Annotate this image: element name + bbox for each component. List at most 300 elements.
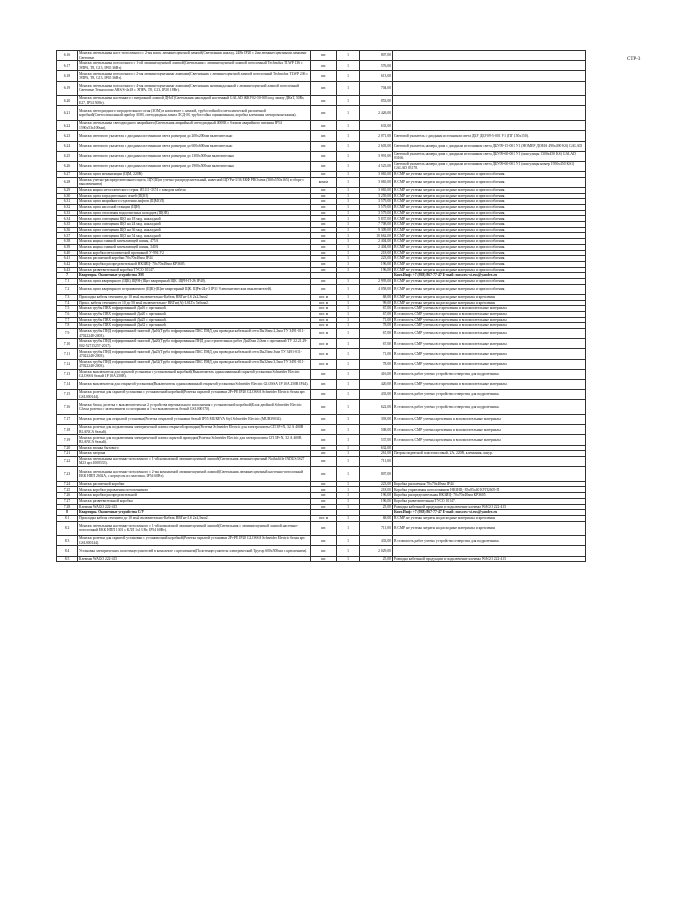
unit-cell: шт.	[311, 451, 337, 457]
table-row	[57, 141, 586, 151]
price-cell: 71,00	[360, 349, 393, 359]
quantity-cell: 1	[337, 61, 360, 71]
work-name-cell: Монтаж трубы ПНД гофрированной тяжелой Дн25(Труба гофрированная ПКС ПНД для проводки кабельной сети Dн25мм 3мм ТУ 3491-011-47022248-2003).	[78, 349, 311, 359]
row-number-cell: 7.13	[57, 369, 78, 379]
price-cell: 2 603,00	[360, 141, 393, 151]
unit-cell: шт.	[311, 400, 337, 415]
price-cell: 218,00	[360, 487, 393, 493]
quantity-cell: 1	[337, 349, 360, 359]
row-number-cell: 6.41	[57, 256, 78, 262]
note-cell: В СМР не учтены затраты на расходные материалы и приспособления.	[393, 267, 586, 273]
table-row	[57, 379, 586, 389]
table-row	[57, 546, 586, 556]
note-cell	[393, 456, 586, 466]
price-cell: 3 991,00	[360, 151, 393, 161]
unit-cell: шт.	[311, 244, 337, 250]
work-name-cell: Монтаж розетки для скрытой установки с установочной коробкой(Розетка скрытой установки 2P+PE IP20 GLOSSA Schneider Electric белая арт. GSL000144).	[78, 536, 311, 546]
work-name-cell: Монтаж ящика металлического серия. Я5111-3374 с заводом кабеля	[78, 187, 311, 193]
price-cell: 622,00	[360, 400, 393, 415]
price-cell: 196,00	[360, 267, 393, 273]
table-row	[57, 328, 586, 338]
unit-cell: шт.	[311, 278, 337, 284]
unit-cell: шт.	[311, 256, 337, 262]
work-name-cell: Монтаж розетки для подключения электрической плиты открытой проводки(Розетка Schneider Electric для электроплиты СП 3Р+N, 32 А 400В BLANCA белый).	[78, 425, 311, 435]
row-number-cell: 7.26	[57, 493, 78, 499]
row-number-cell: 6.28	[57, 177, 78, 187]
unit-cell: шт.	[311, 487, 337, 493]
price-cell: 2 029,00	[360, 546, 393, 556]
row-number-cell: 6.18	[57, 71, 78, 81]
price-cell: 68,00	[360, 515, 393, 521]
price-cell: 25,00	[360, 556, 393, 562]
note-cell: В СМР не учтены затраты на расходные материалы и приспособления.	[393, 278, 586, 284]
work-name-cell: Монтаж коробки управления потолочником	[78, 487, 311, 493]
row-number-cell: 7.16	[57, 400, 78, 415]
work-name-cell: Монтаж коробки металлической протяжной У-994 У2	[78, 250, 311, 256]
unit-cell: шт.	[311, 445, 337, 451]
table-row	[57, 284, 586, 294]
price-cell: 3 579,00	[360, 210, 393, 216]
unit-cell: шт.	[311, 435, 337, 445]
table-row	[57, 151, 586, 161]
work-name-cell: Монтаж светильника настенно-потолочного с 1-ой компактной люминесцентной лампой(Светильник с люминесцентной лампой настенно-потолочный ЕКК НПП 1301 с КЛЛ 1x13 Вт, IP54 60Вт).	[78, 521, 311, 536]
unit-cell: пог. м	[311, 323, 337, 329]
unit-cell: шт.	[311, 131, 337, 141]
quantity-cell: 1	[337, 151, 360, 161]
price-cell: 218,00	[360, 250, 393, 256]
price-cell: 508,00	[360, 425, 393, 435]
unit-cell: шт.	[311, 210, 337, 216]
quantity-cell: 1	[337, 306, 360, 312]
note-cell: В стоимость СМР учтены все крепления и вспомогательные материалы	[393, 359, 586, 369]
note-cell: В стоимость СМР учтены крепления и вспомогательные материалы	[393, 414, 586, 424]
quantity-cell: 1	[337, 106, 360, 121]
table-row	[57, 311, 586, 317]
table-row	[57, 400, 586, 415]
table-row	[57, 81, 586, 96]
row-number-cell: 6.34	[57, 216, 78, 222]
price-cell: 67,00	[360, 339, 393, 349]
unit-cell: шт.	[311, 493, 337, 499]
row-number-cell: 7.22	[57, 456, 78, 466]
row-number-cell: 7.2	[57, 284, 78, 294]
row-number-cell: 7.14	[57, 379, 78, 389]
note-cell: Конт.Инф: +7 (938) 867-77-47 E-mail: moscow-st.rus@yandex.ru	[393, 510, 586, 516]
work-name-cell: Монтаж щита освещения ЩО на 18 мод. накладной	[78, 216, 311, 222]
note-cell: В СМР не учтены затраты на расходные материалы и приспособления.	[393, 193, 586, 199]
table-row	[57, 161, 586, 171]
note-cell: В стоимость работ учтено устройство отверстия для подрозетника.	[393, 390, 586, 400]
note-cell	[393, 81, 586, 96]
note-cell: В СМР не учтены затраты на расходные материалы и приспособления.	[393, 210, 586, 216]
work-name-cell: Прокладка кабеля сечением до 10 мм2 включительно-Кабель ВВГнг-LS 2x2,5мм2.	[78, 515, 311, 521]
price-cell: 3 259,00	[360, 193, 393, 199]
note-cell: Коробка распаечная 70x70x40мм IP44	[393, 481, 586, 487]
table-row	[57, 51, 586, 61]
row-number-cell: 7.5	[57, 306, 78, 312]
unit-cell: шт.	[311, 141, 337, 151]
quantity-cell: 1	[337, 339, 360, 349]
unit-cell: шт.	[311, 222, 337, 228]
unit-cell: шт.	[311, 546, 337, 556]
work-name-cell: Монтаж ящика главной заземляющей шины, 475А	[78, 239, 311, 245]
quantity-cell: 1	[337, 556, 360, 562]
work-name-cell: Установка электрических полотенцесушителей в комплекте с креплением(Полотенцесушитель электрический Трутор 600x500мм с креплением).	[78, 546, 311, 556]
table-row	[57, 414, 586, 424]
work-name-cell: Монтаж щита квартирного встраиваемого (ЩК)-(Щит квартирный ЩК. ЩРв-24з-3 IP31 9 автоматических выключателей).	[78, 284, 311, 294]
table-row	[57, 71, 586, 81]
note-cell: В стоимость СМР учтены все крепления и вспомогательные материалы	[393, 317, 586, 323]
price-cell: 433,00	[360, 390, 393, 400]
unit-cell: пог. м	[311, 328, 337, 338]
note-cell: В стоимость работ учтено устройство отверстия для подрозетника.	[393, 369, 586, 379]
note-cell: В СМР не учтены затраты на расходные материалы и приспособления.	[393, 172, 586, 178]
price-cell: 633,00	[360, 121, 393, 131]
quantity-cell: 1	[337, 177, 360, 187]
unit-cell: пог. м	[311, 359, 337, 369]
price-cell: 3 065,00	[360, 187, 393, 193]
quantity-cell: 1	[337, 467, 360, 482]
quantity-cell: 1	[337, 244, 360, 250]
work-name-cell: Монтаж светодиодного заградительного огня (ЗОМ) в комплекте с лампой, трубостойкой и металлической распаечной коробкой(Светосигнальный прибор ЗОМ, светодиодная лампа ЛСД-М, трубостойка оцинкованная, коробка клеммная электромонтажная).	[78, 106, 311, 121]
row-number-cell: 6.39	[57, 244, 78, 250]
work-name-cell: Монтаж патрона	[78, 451, 311, 457]
price-cell: 99,00	[360, 300, 393, 306]
price-cell: 393,00	[360, 414, 393, 424]
quantity-cell: 1	[337, 267, 360, 273]
price-cell: 7 708,00	[360, 222, 393, 228]
work-name-cell: Монтаж звонка бытового	[78, 445, 311, 451]
note-cell: Световой указатель номера дома с диодным источником света ДБУ09-60-001 У1 (имя улицы 1300x450 KS) GALAD 03166.	[393, 151, 586, 161]
row-number-cell: 6.24	[57, 141, 78, 151]
work-name-cell: Монтаж розетки для открытой установки(Розетка открытой установки белый IP55 MUREVA Styl Schneider Electric (MUR39034).	[78, 414, 311, 424]
quantity-cell: 1	[337, 121, 360, 131]
note-cell: В СМР не учтены затраты на расходные материалы и приспособления.	[393, 250, 586, 256]
note-cell	[393, 51, 586, 61]
row-number-cell: 6.16	[57, 51, 78, 61]
table-row	[57, 177, 586, 187]
table-row	[57, 435, 586, 445]
work-name-cell: Монтаж трубы ПВХ гофрированной Дн32 с протяжкой.	[78, 323, 311, 329]
row-number-cell: 7.12	[57, 359, 78, 369]
quantity-cell: 1	[337, 546, 360, 556]
row-number-cell: 7.23	[57, 467, 78, 482]
quantity-cell: 1	[337, 284, 360, 294]
work-name-cell: Монтаж светового указателя с диодным источником света размером до 1300x500мм включительно	[78, 151, 311, 161]
quantity-cell: 1	[337, 172, 360, 178]
row-number-cell: 7.15	[57, 390, 78, 400]
table-row	[57, 131, 586, 141]
note-cell: В стоимость работ учтено устройство отверстия для подрозетника.	[393, 536, 586, 546]
quantity-cell: 1	[337, 161, 360, 171]
quantity-cell: 1	[337, 239, 360, 245]
work-name-cell: Монтаж щита освещения ЩО на 36 мод. накладной	[78, 227, 311, 233]
unit-cell: шт.	[311, 504, 337, 510]
table-row	[57, 121, 586, 131]
row-number-cell: 6.25	[57, 151, 78, 161]
table-row	[57, 96, 586, 106]
unit-cell: шт.	[311, 536, 337, 546]
work-name-cell: Монтаж розетки для подключения электрической плиты скрытой проводки(Розетка Schneider Electric для электроплиты СП 3Р+N, 32 А 400В BLANCA белый).	[78, 435, 311, 445]
price-cell: 78,00	[360, 323, 393, 329]
price-cell: 3 579,00	[360, 205, 393, 211]
quantity-cell: 1	[337, 81, 360, 96]
note-cell: В стоимость СМР учтены все крепления и вспомогательные материалы	[393, 306, 586, 312]
work-name-cell: Монтаж трубы ПНД гофрированной тяжелой Дн32(Труба гофрированная ПКС ПНД для проводки кабельной сети Dн32мм 3,5мм ТУ 3491-011-47022248-2003).	[78, 359, 311, 369]
note-cell: В СМР не учтены затраты на расходные материалы и приспособления.	[393, 216, 586, 222]
row-number-cell: 7.27	[57, 498, 78, 504]
row-number-cell: 6.33	[57, 210, 78, 216]
unit-cell: шт.	[311, 71, 337, 81]
row-number-cell: 7.21	[57, 451, 78, 457]
price-table-body	[57, 51, 586, 562]
note-cell	[393, 61, 586, 71]
price-cell: 25,00	[360, 504, 393, 510]
note-cell: В СМР не учтены затраты на расходные материалы и крепления	[393, 521, 586, 536]
note-cell: В СМР не учтены затраты на расходные материалы и приспособления.	[393, 177, 586, 187]
quantity-cell: 1	[337, 227, 360, 233]
row-number-cell: 6.36	[57, 227, 78, 233]
note-cell: В стоимость СМР учтены все крепления и вспомогательные материалы	[393, 328, 586, 338]
unit-cell: пог. м	[311, 339, 337, 349]
row-number-cell: 7.10	[57, 339, 78, 349]
note-cell: В стоимость СМР учтены крепления и вспомогательные материалы	[393, 425, 586, 435]
row-number-cell: 6.29	[57, 187, 78, 193]
unit-cell: пог. м	[311, 300, 337, 306]
note-cell: В стоимость СМР учтены все крепления и вспомогательные материалы	[393, 323, 586, 329]
unit-cell: шт.	[311, 61, 337, 71]
quantity-cell: 1	[337, 414, 360, 424]
note-cell: В стоимость СМР учтены все крепления и вспомогательные материалы	[393, 379, 586, 389]
note-cell: В СМР не учтены затраты на расходные материалы и приспособления.	[393, 284, 586, 294]
table-row	[57, 349, 586, 359]
row-number-cell: 6.35	[57, 222, 78, 228]
row-number-cell: 6.22	[57, 121, 78, 131]
unit-cell: шт.	[311, 233, 337, 239]
work-name-cell: Монтаж разветвительной коробки ТУСО 10147.	[78, 267, 311, 273]
quantity-cell: 1	[337, 400, 360, 415]
work-name-cell: Монтаж розетки для скрытой установки с установочной коробкой(Розетка скрытой установки 2P+PE IP20 GLOSSA Schneider Electric белая арт. GSL000144).	[78, 390, 311, 400]
table-row	[57, 61, 586, 71]
quantity-cell: 1	[337, 187, 360, 193]
note-cell: В СМР не учтены затраты на расходные материалы и приспособления.	[393, 261, 586, 267]
quantity-cell: 1	[337, 451, 360, 457]
quantity-cell: 1	[337, 359, 360, 369]
unit-cell: шт.	[311, 556, 337, 562]
work-name-cell: Монтаж светильника потолочного с 1-ой люминесцентной лампой(Светильник с люминесцентной лампой потолочный Technolux TLWP 136 с ЭПРА, T8, G13, IP65 36Вт).	[78, 61, 311, 71]
note-cell: Конт.Инф: +7 (938) 867-77-47 E-mail: moscow-st.rus@yandex.ru	[393, 273, 586, 279]
price-cell: 2 071,00	[360, 131, 393, 141]
note-cell	[393, 467, 586, 482]
note-cell: В СМР не учтены затраты на расходные материалы и приспособления.	[393, 256, 586, 262]
note-cell: В СМР не учтены затраты на расходные материалы и приспособления.	[393, 187, 586, 193]
quantity-cell: 1	[337, 193, 360, 199]
table-row	[57, 456, 586, 466]
row-number-cell: 7.18	[57, 425, 78, 435]
quantity-cell: 1	[337, 521, 360, 536]
price-cell: 196,00	[360, 498, 393, 504]
quantity-cell: 1	[337, 199, 360, 205]
row-number-cell: 6.27	[57, 172, 78, 178]
note-cell: В стоимость СМР учтены все крепления и вспомогательные материалы	[393, 349, 586, 359]
note-cell: В СМР не учтены затраты на расходные материалы и приспособления.	[393, 244, 586, 250]
price-cell: 3 065,00	[360, 177, 393, 187]
price-cell: 807,00	[360, 467, 393, 482]
unit-cell: пог. м	[311, 349, 337, 359]
price-cell: 433,00	[360, 536, 393, 546]
row-number-cell: 7.1	[57, 278, 78, 284]
row-number-cell: 6.42	[57, 261, 78, 267]
quantity-cell: 1	[337, 369, 360, 379]
unit-cell: шт.	[311, 199, 337, 205]
unit-cell: шт.	[311, 51, 337, 61]
row-number-cell: 6.20	[57, 96, 78, 106]
unit-cell: шт.	[311, 239, 337, 245]
note-cell: В стоимость СМР учтены крепления и вспомогательные материалы	[393, 435, 586, 445]
unit-cell: шт.	[311, 284, 337, 294]
quantity-cell: 1	[337, 250, 360, 256]
unit-cell: шт.	[311, 521, 337, 536]
note-cell: В стоимость СМР учтены все крепления и вспомогательные материалы	[393, 311, 586, 317]
quantity-cell: 1	[337, 51, 360, 61]
unit-cell: шт.	[311, 205, 337, 211]
table-row	[57, 369, 586, 379]
row-number-cell: 7.25	[57, 487, 78, 493]
unit-cell: компл	[311, 177, 337, 187]
work-name-cell: Монтаж трубы ПНД гофрированной тяжелой Дн20(Труба гофрированная ПНД для строительных работ Дн20мм 2,0мм с протяжкой ТУ 22.21.29-002-52715257-2017).	[78, 339, 311, 349]
work-name-cell: Монтаж щита аварийного отделения лифтов (ЩМОЛ)	[78, 199, 311, 205]
price-cell: 576,00	[360, 61, 393, 71]
work-name-cell: Монтаж блока, розетка с выключателем на 2 устройства вертикального исполнения с установочной коробкой(Блок двойной Schneider Electric Glossa розетка с заземлением со шторками и 1-кл выключатель белый GSL000170).	[78, 400, 311, 415]
price-cell: 67,00	[360, 311, 393, 317]
table-row	[57, 521, 586, 536]
unit-cell: шт.	[311, 481, 337, 487]
price-cell: 807,00	[360, 51, 393, 61]
row-number-cell: 6.19	[57, 81, 78, 96]
row-number-cell: 7.19	[57, 435, 78, 445]
quantity-cell: 1	[337, 96, 360, 106]
row-number-cell: 6.40	[57, 250, 78, 256]
note-cell: Коробка распределительная НКЗИЦ- 70x70x40мм КРЗ605	[393, 493, 586, 499]
row-number-cell: 7.3	[57, 294, 78, 300]
quantity-cell: 1	[337, 222, 360, 228]
note-cell: В стоимость СМР учтены все крепления и вспомогательные материалы	[393, 339, 586, 349]
price-cell: 67,00	[360, 306, 393, 312]
note-cell	[393, 96, 586, 106]
work-name-cell: Монтаж распаечной коробки	[78, 481, 311, 487]
unit-cell: шт.	[311, 151, 337, 161]
quantity-cell: 1	[337, 216, 360, 222]
note-cell: В СМР не учтены затраты на расходные материалы и приспособления.	[393, 222, 586, 228]
unit-cell: шт.	[311, 390, 337, 400]
quantity-cell: 1	[337, 71, 360, 81]
note-cell: В СМР не учтены затраты на расходные материалы и приспособления.	[393, 227, 586, 233]
row-number-cell: 7.6	[57, 311, 78, 317]
price-cell: 613,00	[360, 71, 393, 81]
unit-cell: шт.	[311, 193, 337, 199]
quantity-cell: 1	[337, 515, 360, 521]
unit-cell: шт.	[311, 414, 337, 424]
row-number-cell: 6.37	[57, 233, 78, 239]
price-table	[56, 50, 586, 562]
note-cell: Световой указатель с диодным источником света ДБУ ДБУ09-5-001 У1 (ПГ 150x150).	[393, 131, 586, 141]
quantity-cell: 1	[337, 504, 360, 510]
price-cell: 3 065,00	[360, 172, 393, 178]
row-number-cell: 6.26	[57, 161, 78, 171]
price-cell: 5 837,00	[360, 216, 393, 222]
table-row	[57, 323, 586, 329]
unit-cell: шт.	[311, 379, 337, 389]
row-number-cell: 6.31	[57, 199, 78, 205]
quantity-cell: 1	[337, 425, 360, 435]
quantity-cell: 1	[337, 498, 360, 504]
note-cell: В СМР не учтены затраты на расходные материалы и приспособления.	[393, 233, 586, 239]
note-cell	[393, 121, 586, 131]
price-cell: 3 579,00	[360, 199, 393, 205]
row-number-cell: 6.43	[57, 267, 78, 273]
table-row	[57, 425, 586, 435]
quantity-cell: 1	[337, 256, 360, 262]
note-cell: В стоимость работ учтено устройство отверстия для подрозетника.	[393, 400, 586, 415]
price-cell: 9 309,00	[360, 227, 393, 233]
quantity-cell: 1	[337, 261, 360, 267]
price-cell: 711,00	[360, 456, 393, 466]
row-number-cell: 6.30	[57, 193, 78, 199]
price-cell: 537,00	[360, 435, 393, 445]
unit-cell: пог. м	[311, 294, 337, 300]
table-row	[57, 339, 586, 349]
note-cell: В СМР не учтены затраты на расходные материалы и крепления	[393, 300, 586, 306]
row-number-cell: 7.9	[57, 328, 78, 338]
unit-cell: пог. м	[311, 515, 337, 521]
price-cell: 420,00	[360, 379, 393, 389]
note-cell: В СМР не учтены затраты на расходные материалы и приспособления.	[393, 205, 586, 211]
price-cell: 196,00	[360, 493, 393, 499]
row-number-cell: 7.7	[57, 317, 78, 323]
price-cell: 853,00	[360, 96, 393, 106]
table-row	[57, 306, 586, 312]
price-cell: 2 426,00	[360, 106, 393, 121]
note-cell: В СМР не учтены затраты на расходные материалы и приспособления.	[393, 239, 586, 245]
work-name-cell: Монтаж щита освещения ЩО на 54 мод. накладной	[78, 233, 311, 239]
work-name-cell: Монтаж светового указателя с диодным источником света размером до 600x600мм включительно	[78, 141, 311, 151]
note-cell: В СМР не учтены затраты на расходные материалы и крепления	[393, 515, 586, 521]
price-cell: 196,00	[360, 261, 393, 267]
work-name-cell: Монтаж светового указателя с диодным источником света размером до 200x200мм включительно	[78, 131, 311, 141]
unit-cell: шт.	[311, 161, 337, 171]
row-number-cell: 7	[57, 273, 78, 279]
price-cell: 71,00	[360, 317, 393, 323]
price-cell: 2 404,00	[360, 244, 393, 250]
work-name-cell: Монтаж щита насосной станции (ЩН)	[78, 205, 311, 211]
work-name-cell: Квартиры. Оконечные устройства С/У	[78, 510, 311, 516]
quantity-cell: 1	[337, 379, 360, 389]
row-number-cell: 8.5	[57, 556, 78, 562]
quantity-cell: 1	[337, 210, 360, 216]
quantity-cell: 1	[337, 294, 360, 300]
work-name-cell: Монтаж светильника потолочного с 4-мя люминесцентными лампами(Светильник антивандальный с люминесцентной лампой потолочный Световые Технологии ARS/S-4x18 с ЭПРА, T8, G13, IP20 18Вт).	[78, 81, 311, 96]
price-cell: 711,00	[360, 521, 393, 536]
table-row	[57, 317, 586, 323]
note-cell: Световой указатель номера дома с диодным источником света ДБУ09-15-001 У1 (НОМЕР ДОМА 490x490 KS) GALAD	[393, 141, 586, 151]
unit-cell: шт.	[311, 456, 337, 466]
quantity-cell: 1	[337, 300, 360, 306]
work-name-cell: Монтаж учетно-распределительного щита, ЩУ(Щит учетно-распределительный, навесной ЩУРн-3/36 ЕКФ PROxima (360x550x165) в сборе с выключением)	[78, 177, 311, 187]
work-name-cell: Монтаж светильника настенно-потолочного с 1-ой компактной люминесцентной лампой(Светильник люминесцентный Nothicliffe INDUS IS27 M23 арт.1000533).	[78, 456, 311, 466]
quantity-cell: 1	[337, 456, 360, 466]
work-name-cell: Монтаж щита квартирного (ЩК) ЩРН-(Щит квартирный ЩК. ЩРН-П-26 IP40).	[78, 278, 311, 284]
quantity-cell: 1	[337, 323, 360, 329]
